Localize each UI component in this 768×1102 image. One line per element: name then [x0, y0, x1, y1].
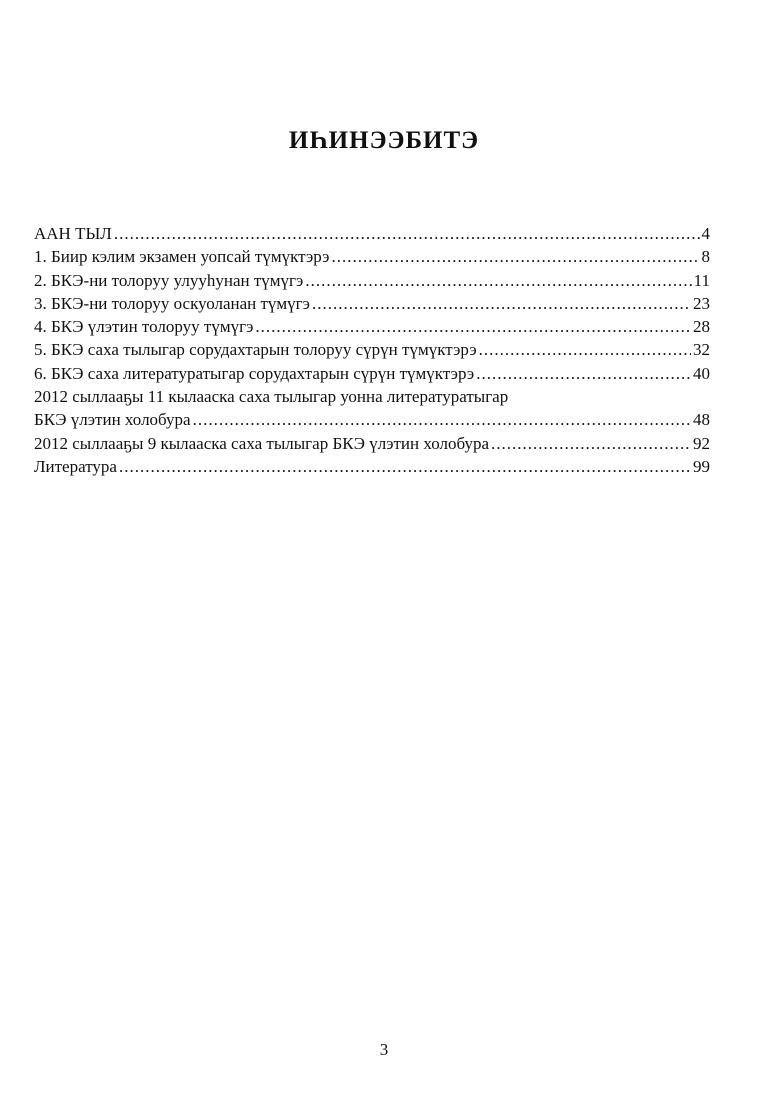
toc-entry-label: ААН ТЫЛ: [34, 224, 112, 243]
toc-dot-leader: [119, 455, 691, 478]
toc-entry: [34, 338, 710, 361]
toc-entry: [34, 315, 710, 338]
toc-entry-label: 6. БКЭ саха литературатыгар сорудахтарын сүрүн түмүктэрэ: [34, 363, 475, 383]
toc-entry: [34, 222, 710, 245]
toc-entry-page: 23: [693, 293, 710, 313]
toc-entry: [34, 362, 710, 385]
toc-dot-leader: [476, 362, 691, 385]
toc-entry-label: 5. БКЭ саха тылыгар сорудахтарын толоруу сүрүн түмүктэрэ: [34, 340, 477, 360]
toc-entry-page: 40: [693, 363, 710, 383]
toc-entry-label: 3. БКЭ-ни толоруу оскуоланан түмүгэ: [34, 293, 310, 313]
toc-dot-leader: [331, 245, 699, 268]
toc-dot-leader: [305, 269, 691, 292]
toc-entry: [34, 269, 710, 292]
toc-entry: [34, 245, 710, 268]
toc-entry-page: 92: [693, 433, 710, 453]
toc-dot-leader: [479, 338, 691, 361]
toc-dot-leader: [491, 432, 691, 455]
toc-entry-label: 2012 сыллааҕы 11 кылааска саха тылыгар уонна литературатыгар: [34, 387, 509, 407]
page-number: 3: [379, 1040, 389, 1059]
toc-dot-leader: [312, 292, 691, 315]
toc-entry-label: 2012 сыллааҕы 9 кылааска саха тылыгар БКЭ үлэтин холобура: [34, 433, 490, 453]
toc-entry-page: 4: [701, 224, 710, 243]
toc-entry-label-continued: БКЭ үлэтин холобура: [34, 410, 191, 430]
toc-entry-page: 48: [693, 410, 710, 430]
toc-dot-leader: [255, 315, 691, 338]
page-title: ИҺИНЭЭБИТЭ: [288, 127, 480, 154]
toc-entry: [34, 432, 710, 455]
table-of-contents: [34, 222, 710, 478]
toc-entry-page: 11: [693, 270, 710, 290]
toc-dot-leader: [114, 222, 700, 245]
toc-entry: [34, 292, 710, 315]
toc-entry-label: 2. БКЭ-ни толоруу улууһунан түмүгэ: [34, 270, 304, 290]
toc-entry-page: 8: [701, 247, 710, 267]
toc-entry-label: Литература: [34, 456, 117, 476]
toc-entry-page: 32: [693, 340, 710, 360]
toc-entry-label: 1. Биир кэлим экзамен уопсай түмүктэрэ: [34, 247, 330, 267]
toc-entry-page: 28: [693, 317, 710, 337]
toc-entry-label: 4. БКЭ үлэтин толоруу түмүгэ: [34, 317, 254, 337]
toc-entry: [34, 385, 710, 432]
toc-dot-leader: [193, 408, 691, 431]
toc-entry-page: 99: [693, 456, 710, 476]
toc-entry: [34, 455, 710, 478]
